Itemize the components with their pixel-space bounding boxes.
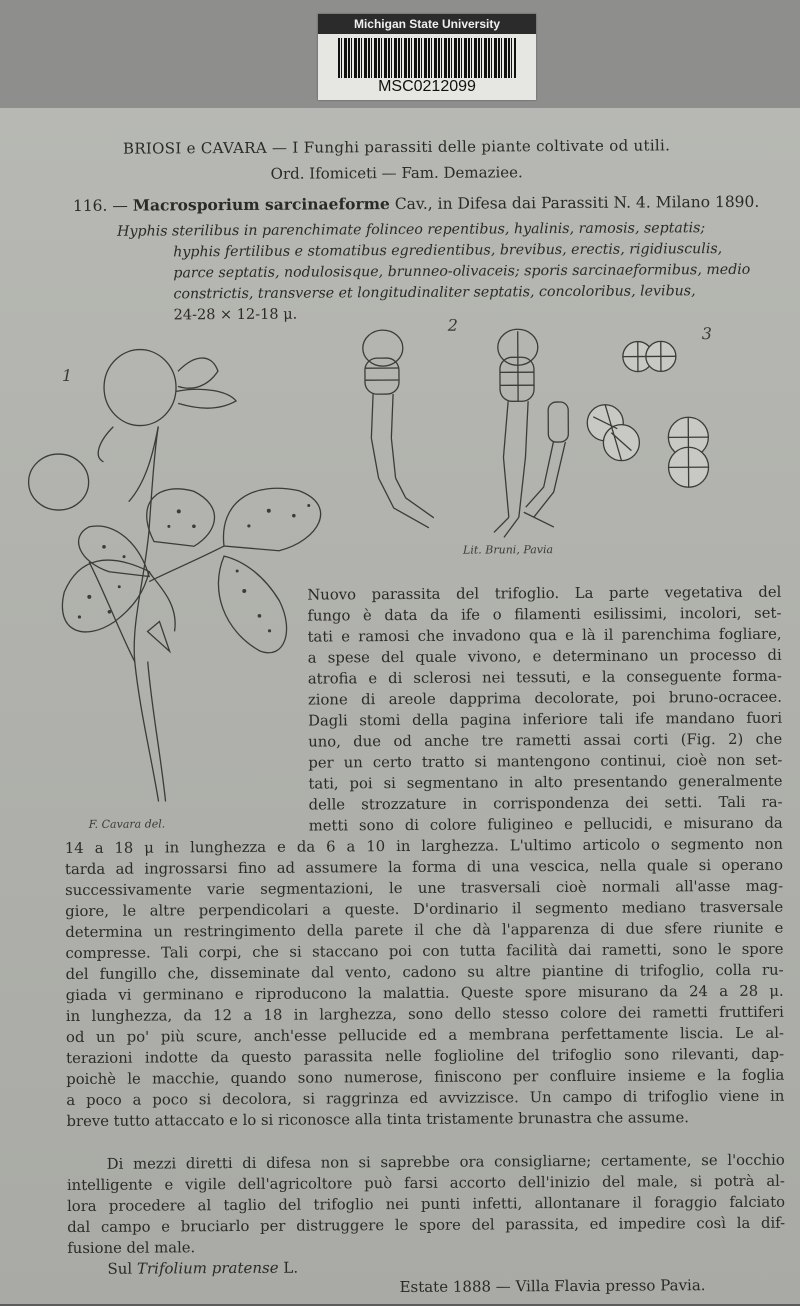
text-line: giada vi germinano e riproducono la malattia. Queste spore misurano da 24 a 28 μ. [66, 981, 784, 1006]
lithographer-signature: Lit. Bruni, Pavia [463, 543, 553, 557]
text-line: a spese del quale vivono, e determinano un processo di [308, 645, 782, 669]
text-line: tarda ad ingrossarsi fino ad assumere la forma di una vescica, nella quale si operano [65, 855, 783, 880]
series-title: BRIOSI e CAVARA — I Funghi parassiti delle piante coltivate od utili. [0, 136, 797, 159]
host-line: Sul Trifolium pratense L. [107, 1259, 298, 1278]
classification: Ord. Ifomiceti — Fam. Demaziee. [0, 162, 797, 185]
printed-sheet [0, 108, 800, 1304]
text-line: per un certo tratto si mantengono continui, cioè non set- [308, 750, 782, 774]
text-line: dal campo e bruciarlo per distruggere le spore del parassita, ed impedire così la dif- [67, 1213, 785, 1238]
text-line: delle strozzature in corrispondenza dei setti. Tali ra- [309, 792, 783, 816]
barcode [338, 38, 516, 78]
artist-signature: F. Cavara del. [89, 817, 166, 830]
text-line: 14 a 18 μ in lunghezza e da 6 a 10 in larghezza. L'ultimo articolo o segmento non [65, 834, 783, 859]
text-line: a poco a poco si decolora, si raggrinza ed avvizzisce. Un campo di trifoglio viene in [66, 1086, 784, 1111]
description-right-column [307, 582, 783, 837]
diagnosis-line: hyphis fertilibus e stomatibus egredientibus, brevibus, erectis, rigidiusculis, [173, 241, 785, 261]
diagnosis-line: 24-28 ⨯ 12-18 μ. [174, 307, 298, 324]
text-line: breve tutto attaccato e lo si riconosce alla tinta tristamente brunastra che assume. [66, 1107, 784, 1132]
hyphae-drawing [353, 327, 584, 548]
herbarium-barcode-label [318, 14, 536, 100]
text-line: Nuovo parassita del trifoglio. La parte vegetativa del [307, 582, 781, 606]
entry-line [73, 192, 759, 215]
text-line: zione di areole dapprima decolorate, poi bruno-ocracee. [308, 687, 782, 711]
text-line: in lunghezza, da 12 a 18 in larghezza, sono dello stesso colore dei rametti fruttiferi [66, 1002, 784, 1027]
catalog-number: MSC0212099 [318, 78, 536, 96]
host-species: Trifolium pratense [137, 1259, 279, 1278]
description-full-width [65, 834, 785, 1132]
text-line: Dagli stomi della pagina inferiore tali ife mandano fuori [308, 708, 782, 732]
text-line: terazioni indotte da questo parassita nelle foglioline del trifoglio sono rilevanti, dap- [66, 1044, 784, 1069]
figure-number-3: 3 [702, 324, 712, 343]
text-line: uno, due od anche tre rametti assai corti (Fig. 2) che [308, 729, 782, 753]
text-line: del fungillo che, disseminate dal vento, cadono su altre piantine di trifoglio, colla ru- [66, 960, 784, 985]
remedy-paragraph [67, 1150, 786, 1259]
entry-number: 116. — [73, 197, 128, 215]
text-line: Di mezzi diretti di difesa non si saprebbe ora consigliarne; certamente, se l'occhio [67, 1150, 785, 1175]
diagnosis-line: Hyphis sterilibus in parenchimate folinceo repentibus, hyalinis, ramosis, septatis; [117, 220, 785, 240]
text-line: fusione del male. [67, 1234, 785, 1259]
collection-info: Estate 1888 — Villa Flavia presso Pavia. [399, 1276, 705, 1296]
diagnosis-line: parce septatis, nodulosisque, brunneo-olivaceis; sporis sarcinaeformibus, medio [173, 262, 785, 282]
text-line: lora procedere al taglio del trifoglio nei punti infetti, allontanare il foraggio falciato [67, 1192, 785, 1217]
text-line: tati, poi si segmentano in alto presentando generalmente [308, 771, 782, 795]
institution-name: Michigan State University [318, 14, 536, 34]
species-name: Macrosporium sarcinaeforme [133, 194, 390, 215]
figure-number-1: 1 [62, 366, 72, 385]
figure-number-2: 2 [448, 316, 458, 335]
diagnosis-line: constrictis, transverse et longitudinaliter septatis, concoloribus, levibus, [173, 283, 785, 303]
text-line: fungo è data da ife o filamenti esilissimi, incolori, set- [307, 603, 781, 627]
text-line: determina un restringimento della parete il che dà l'apparenza di due sfere riunite e [65, 918, 783, 943]
clover-plant-drawing [8, 330, 341, 822]
text-line: poichè le macchie, quando sono numerose, finiscono per confluire insieme e la foglia [66, 1065, 784, 1090]
text-line: od un po' più scure, anch'esse pellucide ed a membrana perfettamente liscia. Le al- [66, 1023, 784, 1048]
text-line: compresse. Tali corpi, che si staccano poi con tutta facilità dai rametti, sono le spore [65, 939, 783, 964]
text-line: atrofia e di sclerosi nei tessuti, e la conseguente forma- [308, 666, 782, 690]
text-line: successivamente varie segmentazioni, le une trasversali cioè normali all'asse mag- [65, 876, 783, 901]
text-line: giore, le altre perpendicolari a queste. D'ordinario il segmento mediano trasversale [65, 897, 783, 922]
citation: Cav., in Difesa dai Parassiti N. 4. Milano 1890. [395, 193, 760, 213]
text-line: tati e ramosi che invadono qua e là il parenchima fogliare, [308, 624, 782, 648]
text-line: intelligente e vigile dell'agricoltore può farsi accorto dell'inizio del male, si potrà al- [67, 1171, 785, 1196]
text-line: metti sono di colore fuligineo e pellucidi, e misurano da [309, 813, 783, 837]
spores-drawing [583, 332, 724, 503]
